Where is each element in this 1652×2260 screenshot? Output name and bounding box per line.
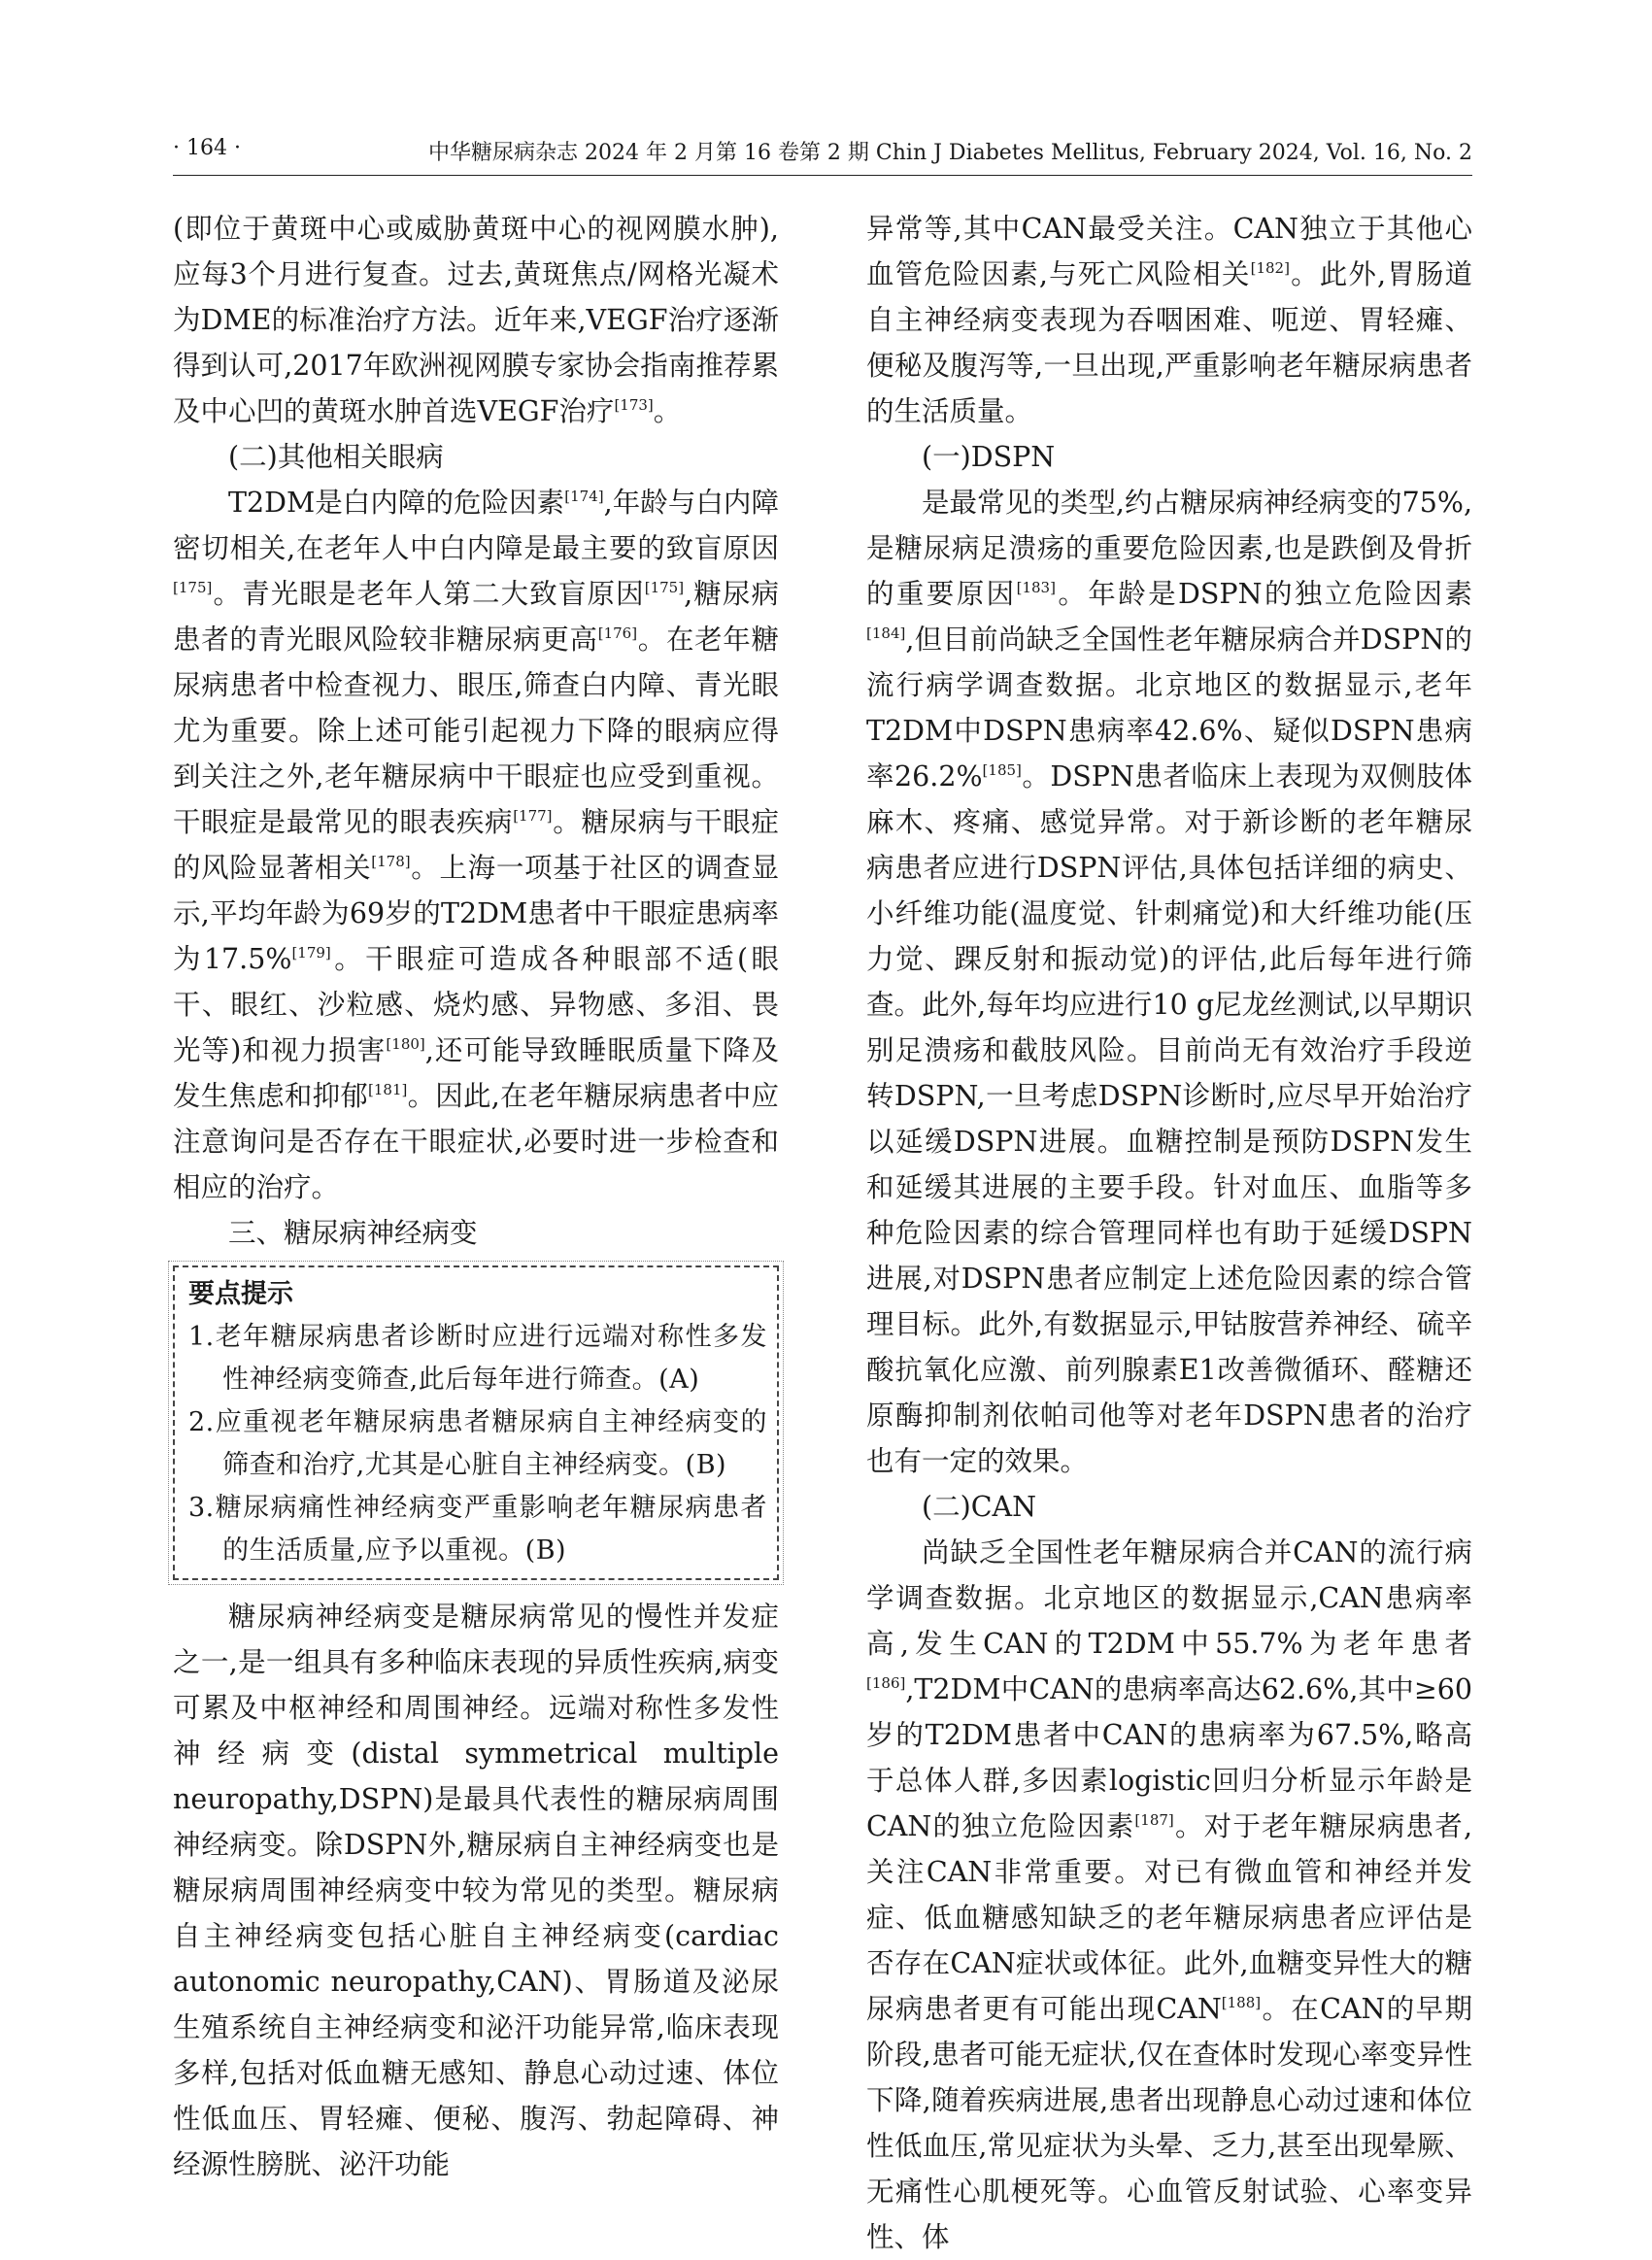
- key-point-item: 3.糖尿病痛性神经病变严重影响老年糖尿病患者的生活质量,应予以重视。(B): [188, 1493, 767, 1566]
- paragraph: T2DM是白内障的危险因素[174],年龄与白内障密切相关,在老年人中白内障是最主要的致盲原因[175]。青光眼是老年人第二大致盲原因[175],糖尿病患者的青光眼风险较非糖尿病更高[176]。在老年糖尿病患者中检查视力、眼压,筛查白内障、青光眼尤为重要。除上述可能引起视力下降的眼病应得到关注之外,老年糖尿病中干眼症也应受到重视。干眼症是最常见的眼表疾病[177]。糖尿病与干眼症的风险显著相关[178]。上海一项基于社区的调查显示,平均年龄为69岁的T2DM患者中干眼症患病率为17.5%[179]。干眼症可造成各种眼部不适(眼干、眼红、沙粒感、烧灼感、异物感、多泪、畏光等)和视力损害[180],还可能导致睡眠质量下降及发生焦虑和抑郁[181]。因此,在老年糖尿病患者中应注意询问是否存在干眼症状,必要时进一步检查和相应的治疗。: [173, 487, 780, 1203]
- citation: [175]: [644, 579, 685, 596]
- key-points-box: [173, 1265, 779, 1580]
- paragraph: (即位于黄斑中心或威胁黄斑中心的视网膜水肿),应每3个月进行复查。过去,黄斑焦点/网格光凝术为DME的标准治疗方法。近年来,VEGF治疗逐渐得到认可,2017年欧洲视网膜专家协会指南推荐累及中心凹的黄斑水肿首选VEGF治疗[173]。: [173, 213, 779, 427]
- citation: [178]: [371, 853, 411, 870]
- left-column: [173, 206, 779, 2187]
- right-column: [866, 206, 1472, 2260]
- citation: [186]: [866, 1674, 906, 1692]
- citation: [181]: [368, 1081, 408, 1098]
- section-heading: (一)DSPN: [922, 441, 1056, 473]
- paragraph: 异常等,其中CAN最受关注。CAN独立于其他心血管危险因素,与死亡风险相关[182]。此外,胃肠道自主神经病变表现为吞咽困难、呃逆、胃轻瘫、便秘及腹泻等,一旦出现,严重影响老年糖尿病患者的生活质量。: [866, 213, 1473, 427]
- section-heading: (二)CAN: [922, 1491, 1037, 1523]
- citation: [188]: [1221, 1994, 1262, 2011]
- running-header: [173, 136, 1472, 176]
- section-heading: (二)其他相关眼病: [228, 441, 444, 473]
- key-point-item: 1.老年糖尿病患者诊断时应进行远端对称性多发性神经病变筛查,此后每年进行筛查。(A): [188, 1322, 767, 1395]
- citation: [187]: [1134, 1811, 1174, 1829]
- key-points-title: 要点提示: [188, 1279, 293, 1309]
- citation: [180]: [386, 1035, 425, 1053]
- citation: [183]: [1016, 579, 1056, 596]
- paragraph: 是最常见的类型,约占糖尿病神经病变的75%,是糖尿病足溃疡的重要危险因素,也是跌倒及骨折的重要原因[183]。年龄是DSPN的独立危险因素[184],但目前尚缺乏全国性老年糖尿病合并DSPN的流行病学调查数据。北京地区的数据显示,老年T2DM中DSPN患病率42.6%、疑似DSPN患病率26.2%[185]。DSPN患者临床上表现为双侧肢体麻木、疼痛、感觉异常。对于新诊断的老年糖尿病患者应进行DSPN评估,具体包括详细的病史、小纤维功能(温度觉、针刺痛觉)和大纤维功能(压力觉、踝反射和振动觉)的评估,此后每年进行筛查。此外,每年均应进行10 g尼龙丝测试,以早期识别足溃疡和截肢风险。目前尚无有效治疗手段逆转DSPN,一旦考虑DSPN诊断时,应尽早开始治疗以延缓DSPN进展。血糖控制是预防DSPN发生和延缓其进展的主要手段。针对血压、血脂等多种危险因素的综合管理同样也有助于延缓DSPN进展,对DSPN患者应制定上述危险因素的综合管理目标。此外,有数据显示,甲钴胺营养神经、硫辛酸抗氧化应激、前列腺素E1改善微循环、醛糖还原酶抑制剂依帕司他等对老年DSPN患者的治疗也有一定的效果。: [866, 487, 1472, 1477]
- citation: [184]: [866, 624, 906, 642]
- citation: [179]: [291, 944, 331, 961]
- citation: [175]: [173, 579, 213, 596]
- key-point-item: 2.应重视老年糖尿病患者糖尿病自主神经病变的筛查和治疗,尤其是心脏自主神经病变。(B): [188, 1407, 767, 1480]
- journal-title: 中华糖尿病杂志 2024 年 2 月第 16 卷第 2 期 Chin J Diabetes Mellitus, February 2024, Vol. 16, No. 2: [428, 141, 1472, 165]
- citation: [173]: [614, 396, 654, 414]
- citation: [177]: [513, 807, 553, 825]
- paragraph: 糖尿病神经病变是糖尿病常见的慢性并发症之一,是一组具有多种临床表现的异质性疾病,病变可累及中枢神经和周围神经。远端对称性多发性神经病变(distal symmetrical multiple neuropathy,DSPN)是最具代表性的糖尿病周围神经病变。除DSPN外,糖尿病自主神经病变也是糖尿病周围神经病变中较为常见的类型。糖尿病自主神经病变包括心脏自主神经病变(cardiac autonomic neuropathy,CAN)、胃肠道及泌尿生殖系统自主神经病变和泌汗功能异常,临床表现多样,包括对低血糖无感知、静息心动过速、体位性低血压、胃轻瘫、便秘、腹泻、勃起障碍、神经源性膀胱、泌汗功能: [173, 1601, 779, 2180]
- page-number: · 164 ·: [173, 136, 241, 160]
- citation: [174]: [564, 488, 604, 505]
- section-heading: 三、糖尿病神经病变: [228, 1217, 478, 1249]
- citation: [176]: [597, 624, 638, 642]
- paragraph: 尚缺乏全国性老年糖尿病合并CAN的流行病学调查数据。北京地区的数据显示,CAN患病率高,发生CAN的T2DM中55.7%为老年患者[186],T2DM中CAN的患病率高达62.6%,其中≥60岁的T2DM患者中CAN的患病率为67.5%,略高于总体人群,多因素logistic回归分析显示年龄是CAN的独立危险因素[187]。对于老年糖尿病患者,关注CAN非常重要。对已有微血管和神经并发症、低血糖感知缺乏的老年糖尿病患者应评估是否存在CAN症状或体征。此外,血糖变异性大的糖尿病患者更有可能出现CAN[188]。在CAN的早期阶段,患者可能无症状,仅在查体时发现心率变异性下降,随着疾病进展,患者出现静息心动过速和体位性低血压,常见症状为头晕、乏力,甚至出现晕厥、无痛性心肌梗死等。心血管反射试验、心率变异性、体: [866, 1536, 1473, 2253]
- citation: [182]: [1250, 259, 1290, 277]
- citation: [185]: [982, 761, 1022, 779]
